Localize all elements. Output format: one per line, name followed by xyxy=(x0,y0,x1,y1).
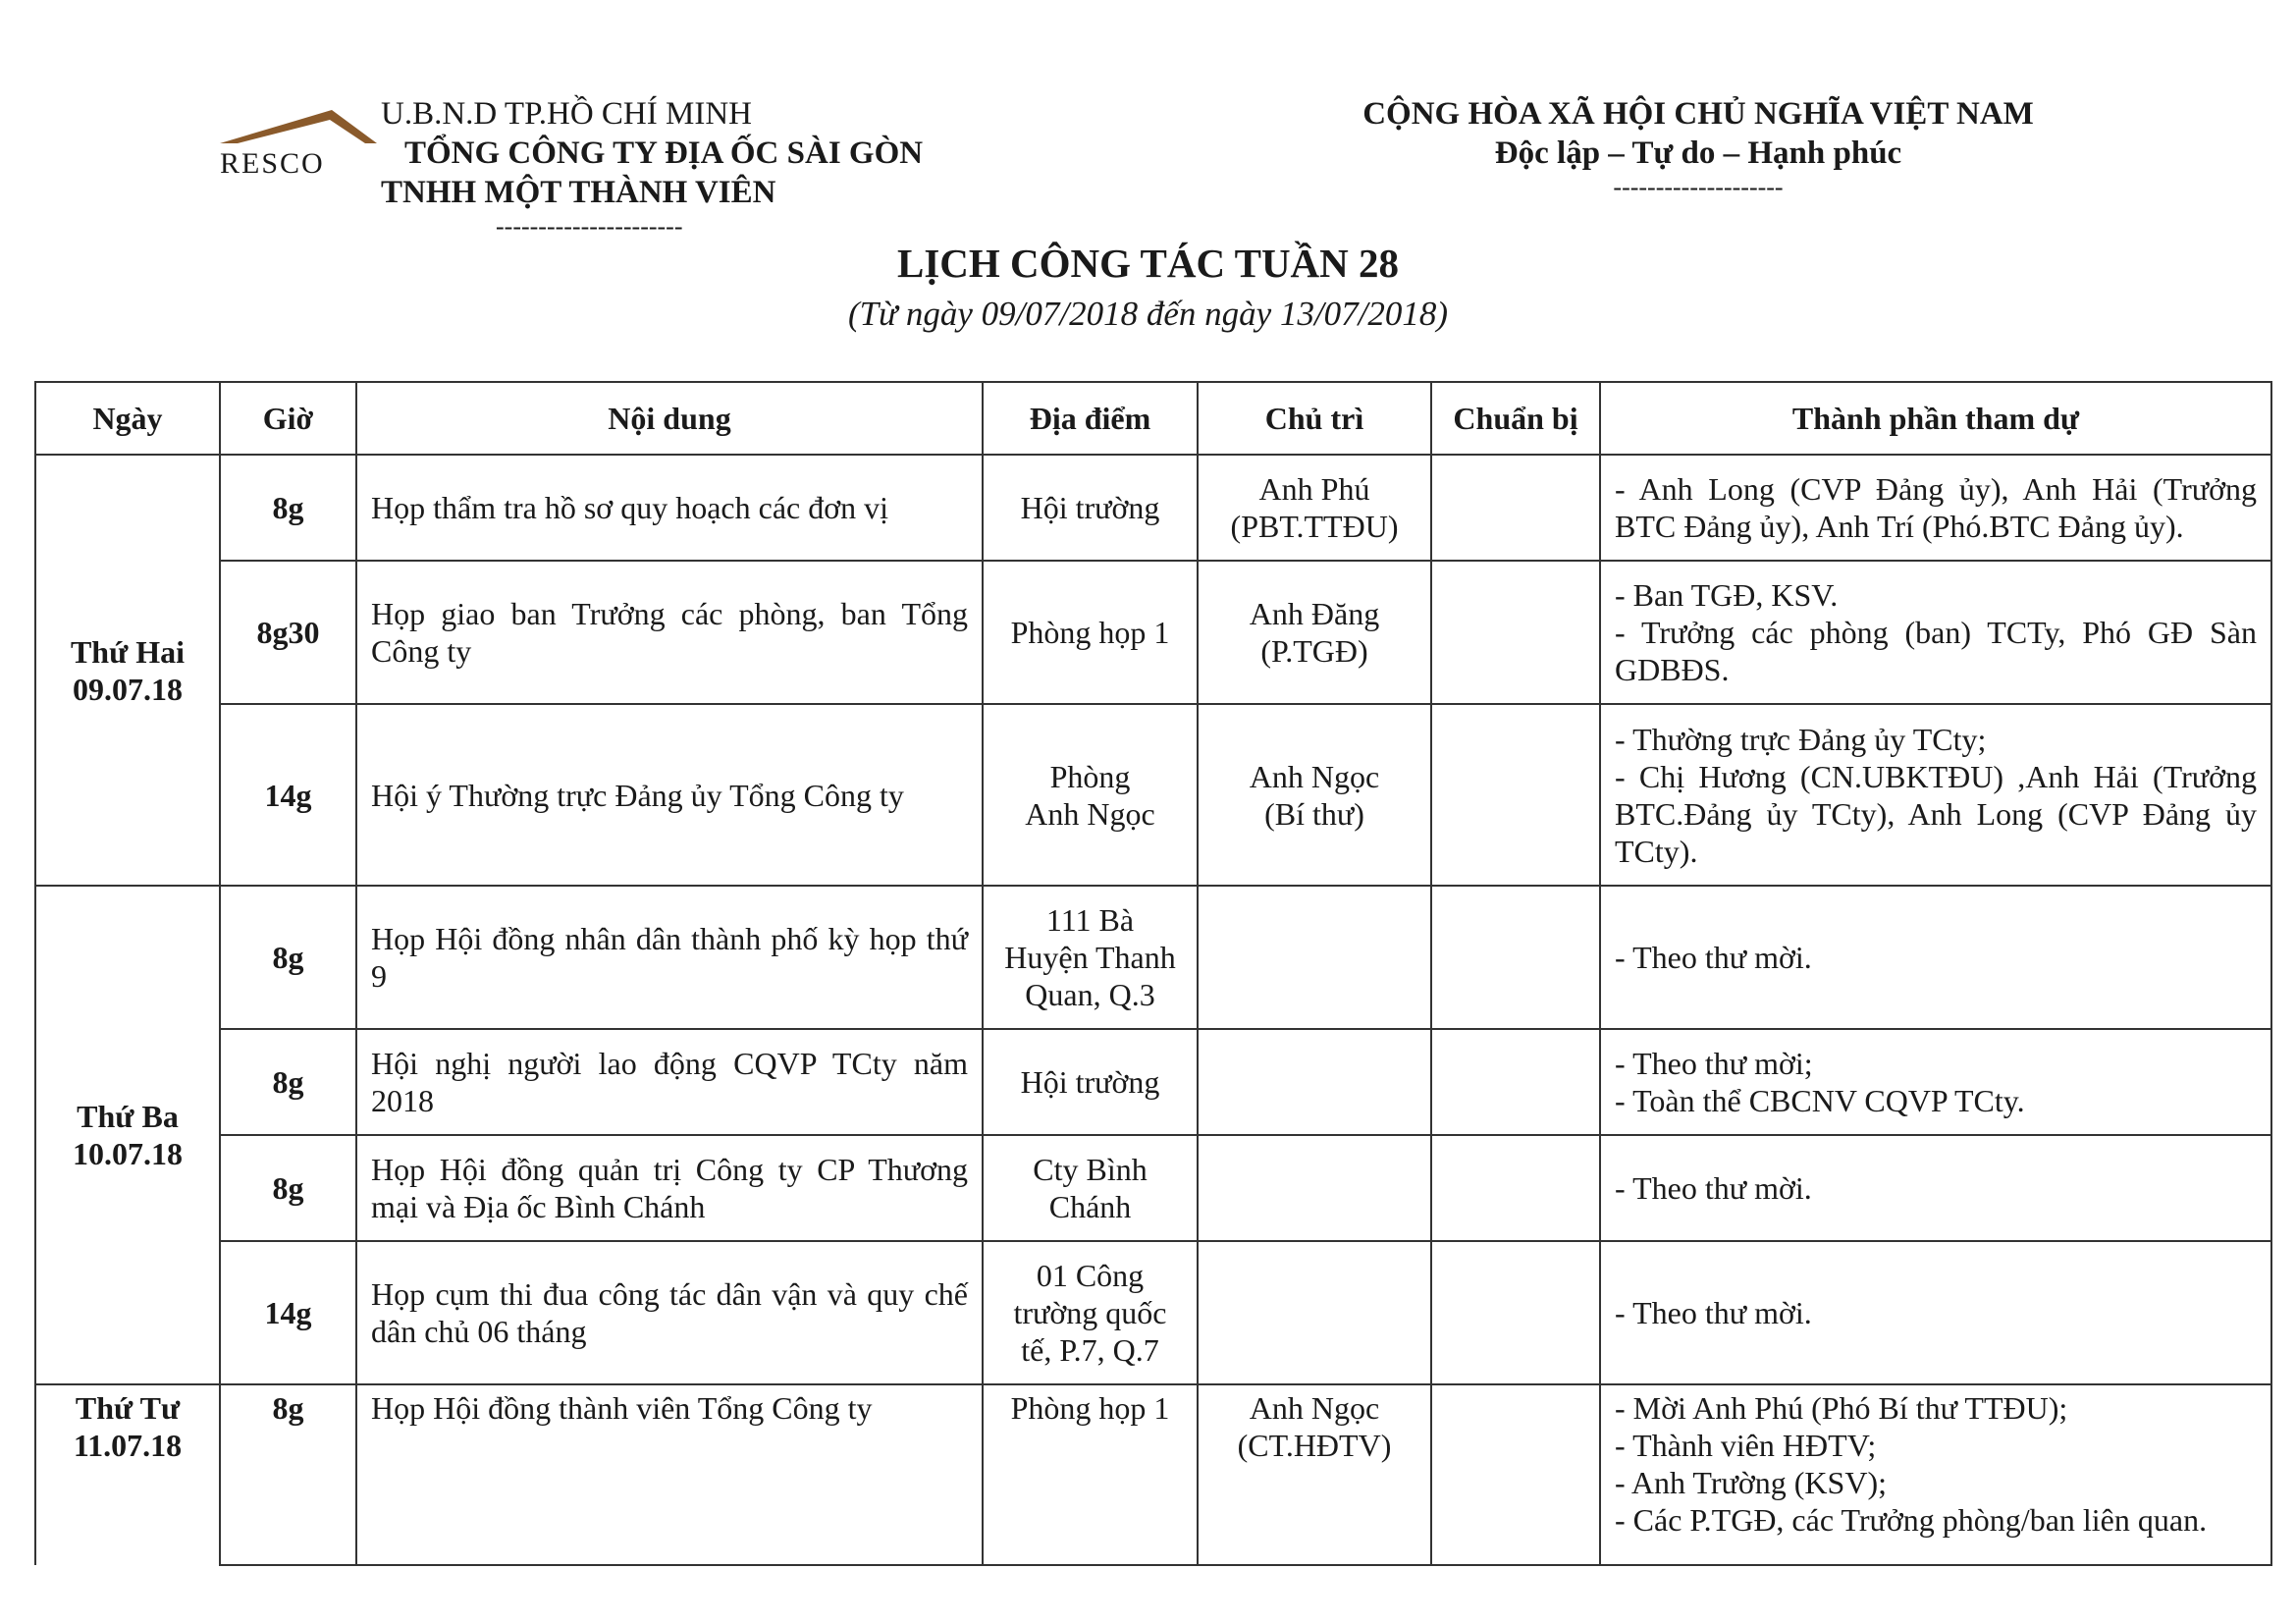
col-header-place: Địa điểm xyxy=(983,382,1198,455)
place-cell: 01 Công trường quốc tế, P.7, Q.7 xyxy=(983,1241,1198,1384)
org-type: TNHH MỘT THÀNH VIÊN xyxy=(381,175,776,210)
attendees-cell: - Mời Anh Phú (Phó Bí thư TTĐU); - Thành viên HĐTV; - Anh Trường (KSV); - Các P.TGĐ, các Trưởng phòng/ban liên quan. xyxy=(1600,1384,2271,1565)
prep-cell xyxy=(1431,561,1600,704)
title-block xyxy=(0,236,2296,338)
content-cell: Họp Hội đồng thành viên Tổng Công ty xyxy=(356,1384,983,1565)
chair-cell: Anh Đăng (P.TGĐ) xyxy=(1198,561,1431,704)
place-cell: Hội trường xyxy=(983,1029,1198,1135)
table-row xyxy=(35,1135,2271,1241)
day-name: Thứ Ba xyxy=(77,1099,179,1134)
table-header-row xyxy=(35,382,2271,455)
place-cell: Hội trường xyxy=(983,455,1198,561)
col-header-day: Ngày xyxy=(35,382,220,455)
content-cell: Họp thẩm tra hồ sơ quy hoạch các đơn vị xyxy=(356,455,983,561)
prep-cell xyxy=(1431,1029,1600,1135)
attendees-cell: - Theo thư mời. xyxy=(1600,1241,2271,1384)
prep-cell xyxy=(1431,704,1600,886)
country-name: CỘNG HÒA XÃ HỘI CHỦ NGHĨA VIỆT NAM xyxy=(1362,96,2034,132)
prep-cell xyxy=(1431,886,1600,1029)
chair-cell xyxy=(1198,1135,1431,1241)
chair-cell: Anh Phú (PBT.TTĐU) xyxy=(1198,455,1431,561)
left-divider: ---------------------- xyxy=(496,212,683,241)
prep-cell xyxy=(1431,1135,1600,1241)
resco-logo xyxy=(216,110,381,177)
schedule-table xyxy=(34,381,2272,1566)
time-cell: 14g xyxy=(220,704,356,886)
content-cell: Họp Hội đồng quản trị Công ty CP Thương mại và Địa ốc Bình Chánh xyxy=(356,1135,983,1241)
chair-cell xyxy=(1198,1241,1431,1384)
attendees-cell: - Thường trực Đảng ủy TCty; - Chị Hương (CN.UBKTĐU) ,Anh Hải (Trưởng BTC.Đảng ủy TCty), Anh Long (CVP Đảng ủy TCty). xyxy=(1600,704,2271,886)
col-header-time: Giờ xyxy=(220,382,356,455)
table-row xyxy=(35,704,2271,886)
place-cell: Cty Bình Chánh xyxy=(983,1135,1198,1241)
chair-cell xyxy=(1198,1029,1431,1135)
place-cell: 111 Bà Huyện Thanh Quan, Q.3 xyxy=(983,886,1198,1029)
col-header-prep: Chuẩn bị xyxy=(1431,382,1600,455)
day-name: Thứ Tư xyxy=(75,1390,181,1426)
day-cell xyxy=(35,1384,220,1565)
day-date: 10.07.18 xyxy=(73,1136,183,1171)
day-date: 09.07.18 xyxy=(73,671,183,707)
table-row xyxy=(35,1029,2271,1135)
time-cell: 8g xyxy=(220,455,356,561)
prep-cell xyxy=(1431,1384,1600,1565)
time-cell: 8g30 xyxy=(220,561,356,704)
org-name: TỔNG CÔNG TY ĐỊA ỐC SÀI GÒN xyxy=(404,135,924,171)
day-cell xyxy=(35,455,220,886)
table-row xyxy=(35,455,2271,561)
content-cell: Họp cụm thi đua công tác dân vận và quy chế dân chủ 06 tháng xyxy=(356,1241,983,1384)
attendees-cell: - Theo thư mời; - Toàn thể CBCNV CQVP TCty. xyxy=(1600,1029,2271,1135)
time-cell: 8g xyxy=(220,886,356,1029)
place-cell: Phòng họp 1 xyxy=(983,561,1198,704)
attendees-cell: - Ban TGĐ, KSV. - Trưởng các phòng (ban) TCTy, Phó GĐ Sàn GDBĐS. xyxy=(1600,561,2271,704)
time-cell: 8g xyxy=(220,1384,356,1565)
time-cell: 8g xyxy=(220,1029,356,1135)
national-motto: Độc lập – Tự do – Hạnh phúc xyxy=(1494,135,1902,171)
table-row xyxy=(35,561,2271,704)
chair-cell xyxy=(1198,886,1431,1029)
attendees-cell: - Theo thư mời. xyxy=(1600,886,2271,1029)
chair-cell: Anh Ngọc (Bí thư) xyxy=(1198,704,1431,886)
place-cell: Phòng họp 1 xyxy=(983,1384,1198,1565)
content-cell: Họp giao ban Trưởng các phòng, ban Tổng Công ty xyxy=(356,561,983,704)
right-divider: -------------------- xyxy=(1613,173,1784,201)
table-row xyxy=(35,1241,2271,1384)
col-header-content: Nội dung xyxy=(356,382,983,455)
attendees-cell: - Anh Long (CVP Đảng ủy), Anh Hải (Trưởng BTC Đảng ủy), Anh Trí (Phó.BTC Đảng ủy). xyxy=(1600,455,2271,561)
content-cell: Hội nghị người lao động CQVP TCty năm 2018 xyxy=(356,1029,983,1135)
place-cell: Phòng Anh Ngọc xyxy=(983,704,1198,886)
attendees-cell: - Theo thư mời. xyxy=(1600,1135,2271,1241)
content-cell: Hội ý Thường trực Đảng ủy Tổng Công ty xyxy=(356,704,983,886)
day-cell xyxy=(35,886,220,1384)
national-header xyxy=(1276,94,2120,202)
org-parent: U.B.N.D TP.HỒ CHÍ MINH xyxy=(381,96,753,132)
day-date: 11.07.18 xyxy=(73,1428,183,1463)
prep-cell xyxy=(1431,1241,1600,1384)
page-subtitle: (Từ ngày 09/07/2018 đến ngày 13/07/2018) xyxy=(847,295,1449,333)
prep-cell xyxy=(1431,455,1600,561)
table-row xyxy=(35,1384,2271,1565)
time-cell: 8g xyxy=(220,1135,356,1241)
day-name: Thứ Hai xyxy=(70,633,186,670)
logo-text: RESCO xyxy=(220,147,325,177)
col-header-attendees: Thành phần tham dự xyxy=(1600,382,2271,455)
page-title: LỊCH CÔNG TÁC TUẦN 28 xyxy=(896,241,1400,286)
time-cell: 14g xyxy=(220,1241,356,1384)
col-header-chair: Chủ trì xyxy=(1198,382,1431,455)
content-cell: Họp Hội đồng nhân dân thành phố kỳ họp thứ 9 xyxy=(356,886,983,1029)
chair-cell: Anh Ngọc (CT.HĐTV) xyxy=(1198,1384,1431,1565)
table-row xyxy=(35,886,2271,1029)
